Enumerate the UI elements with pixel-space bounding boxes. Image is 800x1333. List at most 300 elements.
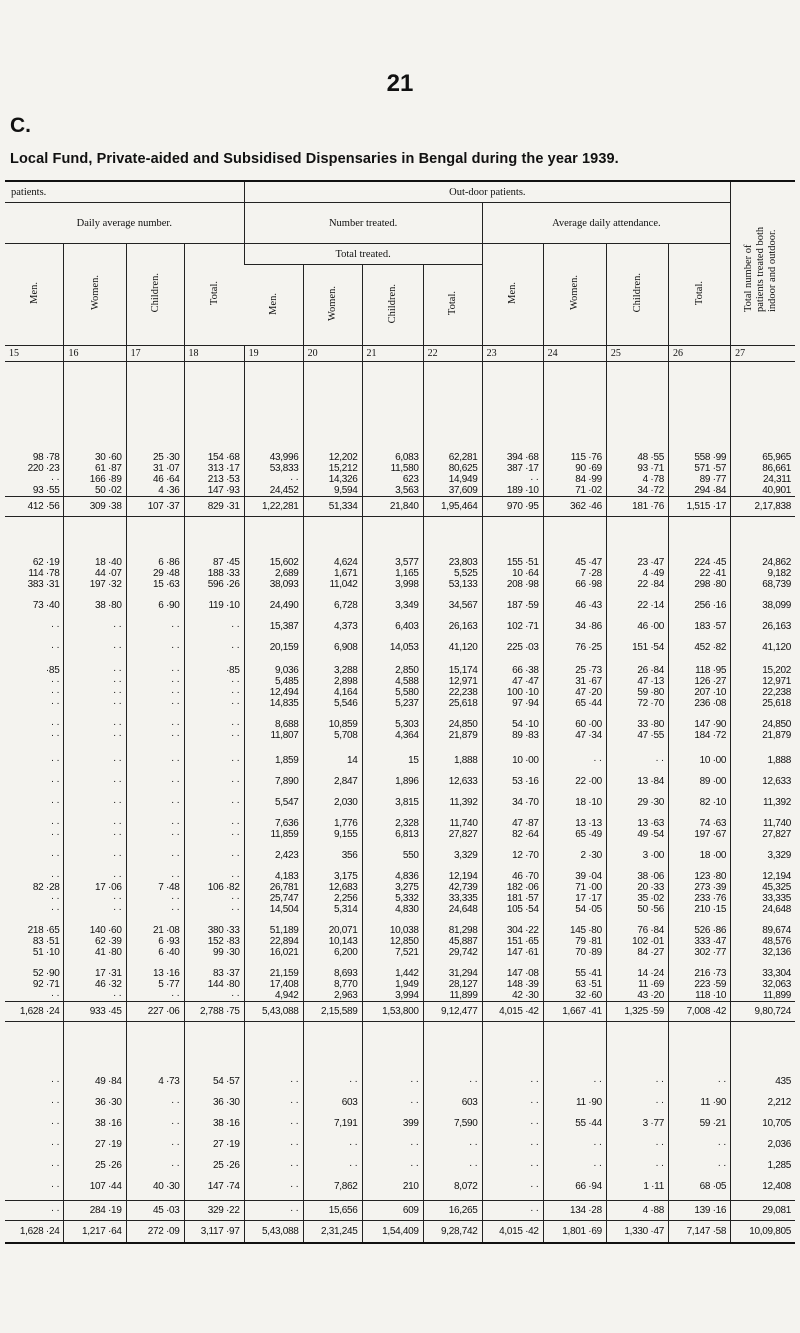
spacer-cell xyxy=(482,741,543,755)
table-cell: 22,238 xyxy=(423,687,482,698)
table-cell: 8,072 xyxy=(423,1181,482,1192)
table-cell: · · xyxy=(126,621,184,632)
table-cell: 6,403 xyxy=(362,621,423,632)
spacer-cell xyxy=(731,1087,795,1097)
table-cell: 435 xyxy=(731,1076,795,1087)
spacer-cell xyxy=(543,590,606,600)
table-cell: · · xyxy=(423,1139,482,1150)
table-cell: 14,504 xyxy=(244,904,303,915)
table-cell: · · xyxy=(244,1118,303,1129)
spacer-cell xyxy=(731,808,795,818)
table-cell: 208 ·98 xyxy=(482,579,543,590)
spacer-cell xyxy=(668,958,730,968)
table-cell: 83 ·51 xyxy=(32,936,60,947)
spacer-cell xyxy=(5,1108,64,1118)
table-cell: 1,515 ·17 xyxy=(668,497,730,517)
spacer-cell xyxy=(362,1129,423,1139)
spacer-row xyxy=(5,915,795,925)
spacer-cell xyxy=(64,1108,126,1118)
table-cell: · · xyxy=(50,730,60,741)
spacer-cell xyxy=(423,741,482,755)
spacer-cell xyxy=(482,1150,543,1160)
table-cell: 51,334 xyxy=(303,497,362,517)
table-cell: 3,117 ·97 xyxy=(184,1221,244,1244)
table-cell: 53,833 xyxy=(244,463,303,474)
col-header-25: Children. xyxy=(606,244,668,346)
col-header-22: Total. xyxy=(423,265,482,346)
table-cell: 23 ·47 xyxy=(606,557,668,568)
table-cell: 17 ·06 xyxy=(64,882,126,893)
table-cell: · · xyxy=(64,730,126,741)
table-cell: · · xyxy=(50,829,60,840)
spacer-cell xyxy=(362,611,423,621)
spacer-cell xyxy=(731,958,795,968)
table-cell: · · xyxy=(184,990,244,1002)
spacer-cell xyxy=(606,840,668,850)
table-cell: 76 ·25 xyxy=(543,642,606,653)
spacer-row xyxy=(5,632,795,642)
spacer-cell xyxy=(126,611,184,621)
table-row xyxy=(5,463,795,474)
table-cell: 11 ·90 xyxy=(668,1097,730,1108)
spacer-cell xyxy=(423,766,482,776)
table-row xyxy=(5,979,795,990)
table-cell: 54 ·10 xyxy=(482,719,543,730)
table-cell: 3,994 xyxy=(362,990,423,1002)
table-cell: 52 ·90 xyxy=(32,968,60,979)
table-cell: 7,890 xyxy=(244,776,303,787)
spacer-cell xyxy=(303,1129,362,1139)
table-row xyxy=(5,698,795,709)
table-cell: 40 ·30 xyxy=(126,1181,184,1192)
table-cell: · · xyxy=(244,1139,303,1150)
table-cell: 73 ·40 xyxy=(32,600,60,611)
spacer-cell xyxy=(244,517,303,558)
table-cell: 15,174 xyxy=(423,665,482,676)
page-title: Local Fund, Private-aided and Subsidised Dispensaries in Bengal during the year 1939. xyxy=(10,151,619,167)
col-header-16: Women. xyxy=(64,244,126,346)
spacer-cell xyxy=(731,1022,795,1077)
table-cell: 4 ·36 xyxy=(126,485,184,497)
table-cell: 1,667 ·41 xyxy=(543,1002,606,1022)
spacer-cell xyxy=(362,653,423,665)
table-cell: 2,256 xyxy=(303,893,362,904)
table-cell: 181 ·76 xyxy=(606,497,668,517)
table-cell: 4,015 ·42 xyxy=(482,1221,543,1244)
table-cell: · · xyxy=(126,676,184,687)
spacer-cell xyxy=(126,741,184,755)
spacer-cell xyxy=(126,808,184,818)
table-cell: 24,452 xyxy=(244,485,303,497)
table-cell: 220 ·23 xyxy=(27,463,60,474)
col-header-24: Women. xyxy=(543,244,606,346)
table-row xyxy=(5,452,795,463)
col-header-21: Children. xyxy=(362,265,423,346)
spacer-cell xyxy=(244,709,303,719)
table-cell: · · xyxy=(184,829,244,840)
table-cell: 24,648 xyxy=(423,904,482,915)
table-cell: 50 ·56 xyxy=(606,904,668,915)
table-cell: 3,998 xyxy=(362,579,423,590)
table-cell: 2,963 xyxy=(303,990,362,1002)
table-row xyxy=(5,719,795,730)
subtotal-row xyxy=(5,1002,795,1022)
spacer-cell xyxy=(362,766,423,776)
table-cell: 65 ·44 xyxy=(543,698,606,709)
col-header-17: Children. xyxy=(126,244,184,346)
table-cell: · · xyxy=(50,797,60,808)
table-cell: 62 ·39 xyxy=(64,936,126,947)
spacer-cell xyxy=(423,709,482,719)
table-cell: · · xyxy=(362,1076,423,1087)
table-row xyxy=(5,882,795,893)
spacer-cell xyxy=(5,787,64,797)
spacer-cell xyxy=(244,766,303,776)
table-cell: 2,17,838 xyxy=(731,497,795,517)
spacer-cell xyxy=(126,653,184,665)
spacer-cell xyxy=(5,632,64,642)
table-row xyxy=(5,485,795,497)
table-cell: 76 ·84 xyxy=(606,925,668,936)
table-cell: 25,618 xyxy=(731,698,795,709)
spacer-cell xyxy=(184,517,244,558)
table-cell: 197 ·32 xyxy=(64,579,126,590)
table-cell: 44 ·07 xyxy=(64,568,126,579)
table-cell: 18 ·40 xyxy=(64,557,126,568)
spacer-cell xyxy=(606,1022,668,1077)
spacer-cell xyxy=(5,840,64,850)
spacer-row xyxy=(5,653,795,665)
table-cell: · · xyxy=(126,904,184,915)
table-cell: · · xyxy=(126,687,184,698)
table-cell: 10,859 xyxy=(303,719,362,730)
table-cell: 3 ·00 xyxy=(606,850,668,861)
table-row xyxy=(5,1118,795,1129)
column-number: 22 xyxy=(423,346,482,362)
table-cell: 27,827 xyxy=(731,829,795,840)
spacer-cell xyxy=(64,1171,126,1181)
table-cell: 4 ·88 xyxy=(606,1201,668,1221)
spacer-cell xyxy=(543,766,606,776)
table-cell: 1 ·11 xyxy=(606,1181,668,1192)
table-cell: 11,042 xyxy=(303,579,362,590)
section-label: C. xyxy=(10,114,31,137)
table-cell: · · xyxy=(64,797,126,808)
table-cell: 33 ·80 xyxy=(606,719,668,730)
table-cell: 70 ·89 xyxy=(543,947,606,958)
table-cell: 273 ·39 xyxy=(668,882,730,893)
table-cell: 139 ·16 xyxy=(668,1201,730,1221)
table-cell: 216 ·73 xyxy=(668,968,730,979)
table-cell: · · xyxy=(244,474,303,485)
table-cell: 89 ·83 xyxy=(482,730,543,741)
table-cell: 9,594 xyxy=(303,485,362,497)
table-cell: · · xyxy=(64,990,126,1002)
table-cell: 11,740 xyxy=(423,818,482,829)
table-row xyxy=(5,797,795,808)
table-cell: 37,609 xyxy=(423,485,482,497)
column-number: 20 xyxy=(303,346,362,362)
table-cell: 22 ·14 xyxy=(606,600,668,611)
column-number: 24 xyxy=(543,346,606,362)
table-cell: 6,908 xyxy=(303,642,362,653)
spacer-cell xyxy=(64,362,126,453)
table-cell: 11 ·90 xyxy=(543,1097,606,1108)
table-cell: 53 ·16 xyxy=(482,776,543,787)
table-cell: 145 ·80 xyxy=(543,925,606,936)
spacer-cell xyxy=(5,958,64,968)
table-cell: 2,15,589 xyxy=(303,1002,362,1022)
spacer-cell xyxy=(668,915,730,925)
spacer-cell xyxy=(244,1087,303,1097)
column-number-row xyxy=(5,346,795,362)
spacer-cell xyxy=(731,1108,795,1118)
spacer-cell xyxy=(126,1129,184,1139)
table-cell: · · xyxy=(50,1181,60,1192)
table-cell: 603 xyxy=(423,1097,482,1108)
table-cell: · · xyxy=(362,1139,423,1150)
spacer-cell xyxy=(423,1150,482,1160)
table-cell: · · xyxy=(50,893,60,904)
table-cell: 65,965 xyxy=(731,452,795,463)
table-cell: · · xyxy=(244,1160,303,1171)
spacer-cell xyxy=(184,958,244,968)
spacer-cell xyxy=(126,840,184,850)
spacer-cell xyxy=(606,653,668,665)
table-cell: 4,364 xyxy=(362,730,423,741)
table-cell: · · xyxy=(126,871,184,882)
table-cell: 7,590 xyxy=(423,1118,482,1129)
table-cell: 12,971 xyxy=(731,676,795,687)
table-cell: 223 ·59 xyxy=(668,979,730,990)
spacer-cell xyxy=(126,958,184,968)
table-cell: · · xyxy=(244,1181,303,1192)
table-cell: 5,525 xyxy=(423,568,482,579)
spacer-cell xyxy=(126,1108,184,1118)
spacer-row xyxy=(5,1087,795,1097)
table-row xyxy=(5,850,795,861)
spacer-cell xyxy=(5,915,64,925)
spacer-cell xyxy=(303,1022,362,1077)
spacer-cell xyxy=(543,915,606,925)
spacer-row xyxy=(5,787,795,797)
spacer-cell xyxy=(5,808,64,818)
table-cell: 2,689 xyxy=(244,568,303,579)
table-cell: 23,803 xyxy=(423,557,482,568)
spacer-cell xyxy=(606,766,668,776)
table-cell: · · xyxy=(606,755,668,766)
table-cell: 89 ·00 xyxy=(668,776,730,787)
table-cell: 9,12,477 xyxy=(423,1002,482,1022)
table-row xyxy=(5,925,795,936)
spacer-cell xyxy=(482,1108,543,1118)
table-cell: 236 ·08 xyxy=(668,698,730,709)
spacer-cell xyxy=(303,590,362,600)
table-cell: 9,036 xyxy=(244,665,303,676)
spacer-cell xyxy=(362,1108,423,1118)
table-cell: · · xyxy=(126,893,184,904)
table-cell: · · xyxy=(50,1097,60,1108)
table-cell: · · xyxy=(50,474,60,485)
table-cell: 309 ·38 xyxy=(64,497,126,517)
spacer-cell xyxy=(482,709,543,719)
table-cell: 51 ·10 xyxy=(32,947,60,958)
table-cell: 3,329 xyxy=(731,850,795,861)
spacer-cell xyxy=(64,808,126,818)
table-cell: · · xyxy=(126,829,184,840)
spacer-cell xyxy=(543,958,606,968)
spacer-cell xyxy=(543,517,606,558)
table-cell: 5,332 xyxy=(362,893,423,904)
spacer-cell xyxy=(606,611,668,621)
table-cell: 933 ·45 xyxy=(64,1002,126,1022)
spacer-cell xyxy=(731,1192,795,1201)
spacer-cell xyxy=(184,840,244,850)
spacer-cell xyxy=(244,653,303,665)
table-cell: 224 ·45 xyxy=(668,557,730,568)
table-cell: 25 ·30 xyxy=(126,452,184,463)
table-cell: · · xyxy=(126,797,184,808)
spacer-cell xyxy=(244,590,303,600)
table-row xyxy=(5,579,795,590)
table-cell: 10,143 xyxy=(303,936,362,947)
spacer-cell xyxy=(606,1150,668,1160)
spacer-cell xyxy=(244,958,303,968)
spacer-cell xyxy=(423,1108,482,1118)
table-cell: · · xyxy=(184,621,244,632)
table-cell: 151 ·54 xyxy=(606,642,668,653)
table-cell: 11,899 xyxy=(423,990,482,1002)
spacer-cell xyxy=(126,362,184,453)
table-cell: · · xyxy=(543,1160,606,1171)
table-cell: 15 ·63 xyxy=(126,579,184,590)
table-cell: · · xyxy=(50,1139,60,1150)
table-cell: 16,265 xyxy=(423,1201,482,1221)
table-cell: 24,648 xyxy=(731,904,795,915)
spacer-cell xyxy=(482,1087,543,1097)
table-cell: 93 ·71 xyxy=(606,463,668,474)
spacer-cell xyxy=(362,590,423,600)
table-cell: · · xyxy=(668,1139,730,1150)
table-cell: · · xyxy=(50,871,60,882)
spacer-cell xyxy=(606,1171,668,1181)
table-cell: · · xyxy=(362,1160,423,1171)
spacer-cell xyxy=(668,1022,730,1077)
spacer-cell xyxy=(423,590,482,600)
spacer-cell xyxy=(606,1192,668,1201)
spacer-cell xyxy=(668,1150,730,1160)
table-cell: 12,683 xyxy=(303,882,362,893)
spacer-cell xyxy=(668,1192,730,1201)
table-cell: 7,521 xyxy=(362,947,423,958)
table-cell: 2,847 xyxy=(303,776,362,787)
spacer-row xyxy=(5,611,795,621)
spacer-cell xyxy=(184,766,244,776)
table-cell: 210 ·15 xyxy=(668,904,730,915)
spacer-cell xyxy=(64,517,126,558)
spacer-cell xyxy=(5,1087,64,1097)
table-cell: 380 ·33 xyxy=(184,925,244,936)
spacer-cell xyxy=(668,1087,730,1097)
table-cell: 2,328 xyxy=(362,818,423,829)
table-cell: · · xyxy=(64,642,126,653)
table-cell: 17 ·31 xyxy=(64,968,126,979)
table-cell: 14,835 xyxy=(244,698,303,709)
table-cell: 34,567 xyxy=(423,600,482,611)
spacer-row xyxy=(5,1171,795,1181)
table-cell: 2,423 xyxy=(244,850,303,861)
table-cell: 38 ·16 xyxy=(184,1118,244,1129)
table-cell: 387 ·17 xyxy=(482,463,543,474)
table-row xyxy=(5,968,795,979)
table-cell: 166 ·89 xyxy=(64,474,126,485)
table-cell: · · xyxy=(50,676,60,687)
table-cell: 210 xyxy=(362,1181,423,1192)
table-cell: · · xyxy=(64,621,126,632)
table-cell: 62,281 xyxy=(423,452,482,463)
spacer-cell xyxy=(5,1150,64,1160)
table-cell: 526 ·86 xyxy=(668,925,730,936)
table-cell: 4,830 xyxy=(362,904,423,915)
table-cell: · · xyxy=(184,642,244,653)
spacer-cell xyxy=(423,861,482,871)
table-cell: 93 ·55 xyxy=(32,485,60,496)
spacer-cell xyxy=(184,590,244,600)
table-row xyxy=(5,893,795,904)
table-cell: 6,728 xyxy=(303,600,362,611)
table-cell: 13 ·63 xyxy=(606,818,668,829)
spacer-cell xyxy=(184,362,244,453)
spacer-cell xyxy=(362,362,423,453)
table-cell: · · xyxy=(543,1076,606,1087)
table-cell: 22 ·84 xyxy=(606,579,668,590)
spacer-cell xyxy=(5,517,64,558)
table-cell: 152 ·83 xyxy=(184,936,244,947)
table-cell: · · xyxy=(64,665,126,676)
spacer-cell xyxy=(423,1022,482,1077)
table-cell: 144 ·80 xyxy=(184,979,244,990)
table-cell: 34 ·86 xyxy=(543,621,606,632)
table-cell: 29,081 xyxy=(731,1201,795,1221)
subtotal-row xyxy=(5,1201,795,1221)
table-cell: 1,165 xyxy=(362,568,423,579)
table-cell: · · xyxy=(482,1160,543,1171)
spacer-cell xyxy=(184,653,244,665)
table-cell: · · xyxy=(50,698,60,709)
spacer-cell xyxy=(482,861,543,871)
spacer-cell xyxy=(184,1022,244,1077)
total-both-header xyxy=(731,181,795,346)
daily-average-header: Daily average number. xyxy=(5,203,244,244)
table-cell: 10 ·00 xyxy=(668,755,730,766)
spacer-row xyxy=(5,1108,795,1118)
table-cell: 89,674 xyxy=(731,925,795,936)
table-cell: · · xyxy=(50,642,60,653)
spacer-cell xyxy=(362,958,423,968)
table-cell: 17 ·17 xyxy=(543,893,606,904)
spacer-cell xyxy=(362,1150,423,1160)
table-row xyxy=(5,568,795,579)
table-cell: 63 ·51 xyxy=(543,979,606,990)
spacer-cell xyxy=(64,1192,126,1201)
spacer-cell xyxy=(543,741,606,755)
spacer-cell xyxy=(668,632,730,642)
table-cell: · · xyxy=(50,818,60,829)
spacer-cell xyxy=(362,709,423,719)
table-cell: 12,408 xyxy=(731,1181,795,1192)
table-cell: 10,038 xyxy=(362,925,423,936)
col-header-23: Men. xyxy=(482,244,543,346)
